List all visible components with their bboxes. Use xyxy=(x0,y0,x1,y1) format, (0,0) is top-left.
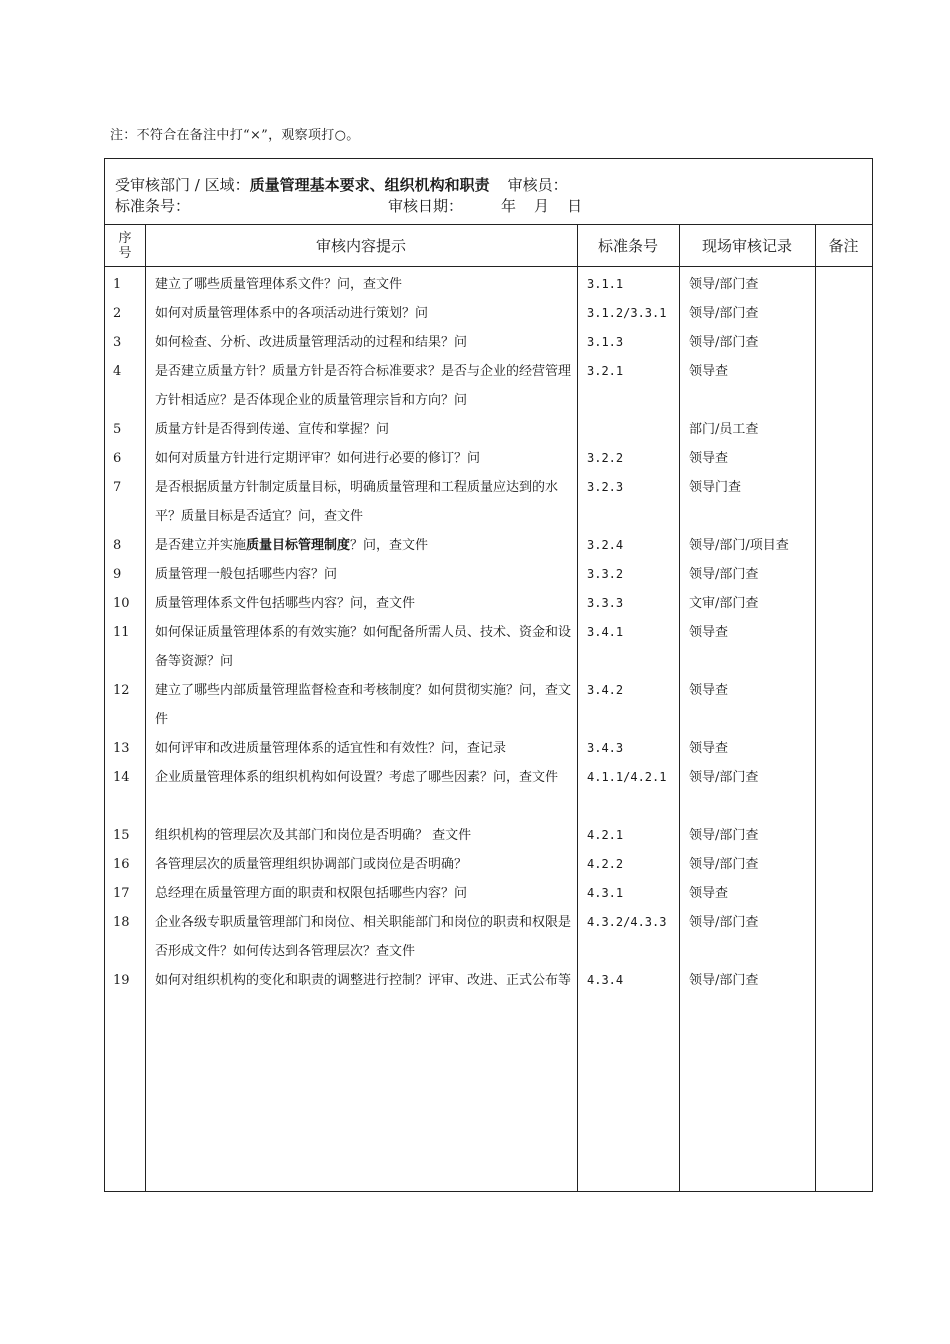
row-content: 是否根据质量方针制定质量目标，明确质量管理和工程质量应达到的水平？质量目标是否适宜？问，查文件 xyxy=(155,480,559,524)
row-standard: 3.4.2 xyxy=(587,683,624,697)
row-standard: 4.2.2 xyxy=(587,857,624,871)
row-record: 领导/部门查 xyxy=(689,306,759,321)
table-row xyxy=(105,763,872,821)
table-row xyxy=(105,357,872,415)
row-number: 16 xyxy=(113,857,130,872)
row-number: 1 xyxy=(113,277,122,292)
table-row xyxy=(105,589,872,618)
audit-header xyxy=(105,159,872,225)
row-content: 建立了哪些内部质量管理监督检查和考核制度？如何贯彻实施？问，查文件 xyxy=(155,683,572,727)
row-content: 质量管理体系文件包括哪些内容？问，查文件 xyxy=(155,596,416,611)
row-standard: 3.1.3 xyxy=(587,335,624,349)
column-header-remark: 备注 xyxy=(815,225,872,267)
auditor-label: 审核员： xyxy=(507,176,568,194)
table-row xyxy=(105,473,872,531)
dept-value: 质量管理基本要求、组织机构和职责 xyxy=(249,176,490,194)
row-number: 14 xyxy=(113,770,130,785)
table-row xyxy=(105,850,872,879)
row-number: 3 xyxy=(113,335,122,350)
table-row xyxy=(105,415,872,444)
row-record: 领导/部门查 xyxy=(689,335,759,350)
table-row xyxy=(105,676,872,734)
row-record: 领导/部门查 xyxy=(689,828,759,843)
header-line-standard xyxy=(115,195,582,216)
row-content: 质量管理一般包括哪些内容？问 xyxy=(155,567,338,582)
row-standard: 4.3.2/4.3.3 xyxy=(587,915,667,929)
row-standard: 3.1.2/3.3.1 xyxy=(587,306,667,320)
table-row xyxy=(105,734,872,763)
row-standard: 3.1.1 xyxy=(587,277,624,291)
header-line-dept xyxy=(115,174,568,195)
row-record: 领导/部门查 xyxy=(689,857,759,872)
row-standard: 4.3.1 xyxy=(587,886,624,900)
row-record: 领导查 xyxy=(689,683,729,698)
row-record: 领导/部门查 xyxy=(689,915,759,930)
row-number: 2 xyxy=(113,306,122,321)
date-day: 日 xyxy=(567,197,583,215)
column-header-no: 序号 xyxy=(105,225,145,267)
table-row xyxy=(105,908,872,966)
row-record: 领导查 xyxy=(689,364,729,379)
row-record: 领导查 xyxy=(689,451,729,466)
row-number: 8 xyxy=(113,538,122,553)
column-header-standard: 标准条号 xyxy=(577,225,679,267)
row-number: 11 xyxy=(113,625,130,640)
row-record: 领导/部门查 xyxy=(689,973,759,988)
row-standard: 3.3.2 xyxy=(587,567,624,581)
row-record: 领导查 xyxy=(689,625,729,640)
table-row xyxy=(105,618,872,676)
row-content: 如何对质量管理体系中的各项活动进行策划？问 xyxy=(155,306,429,321)
date-label: 审核日期： xyxy=(388,197,464,215)
table-row xyxy=(105,879,872,908)
row-standard: 4.1.1/4.2.1 xyxy=(587,770,667,784)
column-header-content: 审核内容提示 xyxy=(145,225,577,267)
row-content: 组织机构的管理层次及其部门和岗位是否明确？ 查文件 xyxy=(155,828,472,843)
row-content: 是否建立质量方针？质量方针是否符合标准要求？是否与企业的经营管理方针相适应？是否体现企业的质量管理宗旨和方向？问 xyxy=(155,364,572,408)
row-record: 领导/部门查 xyxy=(689,567,759,582)
audit-mark-note: 注：不符合在备注中打“×”，观察项打○。 xyxy=(110,128,360,143)
row-content: 如何评审和改进质量管理体系的适宜性和有效性？问，查记录 xyxy=(155,741,507,756)
row-standard: 4.3.4 xyxy=(587,973,624,987)
row-number: 13 xyxy=(113,741,130,756)
row-content: 质量方针是否得到传递、宣传和掌握？问 xyxy=(155,422,390,437)
row-standard: 4.2.1 xyxy=(587,828,624,842)
row-content: 是否建立并实施质量目标管理制度？问，查文件 xyxy=(155,538,429,553)
column-header-record: 现场审核记录 xyxy=(679,225,815,267)
row-number: 12 xyxy=(113,683,130,698)
row-content: 如何对组织机构的变化和职责的调整进行控制？评审、改进、正式公布等 xyxy=(155,973,572,988)
checklist-rows xyxy=(105,270,872,1024)
row-record: 领导查 xyxy=(689,886,729,901)
standard-label: 标准条号： xyxy=(115,197,191,215)
row-standard: 3.4.3 xyxy=(587,741,624,755)
dept-label: 受审核部门 / 区域： xyxy=(115,176,250,194)
row-record: 领导/部门/项目查 xyxy=(689,538,789,553)
row-record: 领导/部门查 xyxy=(689,770,759,785)
table-row xyxy=(105,966,872,1024)
audit-checklist-table xyxy=(104,158,873,1192)
row-number: 15 xyxy=(113,828,130,843)
row-record: 领导/部门查 xyxy=(689,277,759,292)
table-row xyxy=(105,821,872,850)
row-content: 企业各级专职质量管理部门和岗位、相关职能部门和岗位的职责和权限是否形成文件？如何传达到各管理层次？查文件 xyxy=(155,915,572,959)
table-row xyxy=(105,531,872,560)
date-year: 年 xyxy=(501,197,517,215)
row-number: 18 xyxy=(113,915,130,930)
row-content: 如何保证质量管理体系的有效实施？如何配备所需人员、技术、资金和设备等资源？问 xyxy=(155,625,572,669)
row-content: 企业质量管理体系的组织机构如何设置？考虑了哪些因素？问，查文件 xyxy=(155,770,559,785)
row-number: 10 xyxy=(113,596,130,611)
row-standard: 3.2.4 xyxy=(587,538,624,552)
row-content: 如何检查、分析、改进质量管理活动的过程和结果？问 xyxy=(155,335,468,350)
table-row xyxy=(105,560,872,589)
table-row xyxy=(105,299,872,328)
keyword-emphasis: 质量目标管理制度 xyxy=(246,538,351,553)
row-number: 19 xyxy=(113,973,130,988)
row-standard: 3.3.3 xyxy=(587,596,624,610)
row-number: 6 xyxy=(113,451,122,466)
row-content: 建立了哪些质量管理体系文件？问，查文件 xyxy=(155,277,403,292)
date-month: 月 xyxy=(534,197,550,215)
row-record: 文审/部门查 xyxy=(689,596,759,611)
row-record: 部门/员工查 xyxy=(689,422,759,437)
row-standard: 3.2.2 xyxy=(587,451,624,465)
table-row xyxy=(105,270,872,299)
row-content: 如何对质量方针进行定期评审？如何进行必要的修订？问 xyxy=(155,451,481,466)
row-standard: 3.4.1 xyxy=(587,625,624,639)
row-standard: 3.2.3 xyxy=(587,480,624,494)
row-number: 9 xyxy=(113,567,122,582)
table-row xyxy=(105,444,872,473)
row-number: 7 xyxy=(113,480,122,495)
row-record: 领导查 xyxy=(689,741,729,756)
row-standard: 3.2.1 xyxy=(587,364,624,378)
row-content: 总经理在质量管理方面的职责和权限包括哪些内容？问 xyxy=(155,886,468,901)
row-record: 领导门查 xyxy=(689,480,742,495)
row-number: 17 xyxy=(113,886,130,901)
row-number: 4 xyxy=(113,364,122,379)
table-row xyxy=(105,328,872,357)
row-content: 各管理层次的质量管理组织协调部门或岗位是否明确？ xyxy=(155,857,468,872)
row-number: 5 xyxy=(113,422,122,437)
